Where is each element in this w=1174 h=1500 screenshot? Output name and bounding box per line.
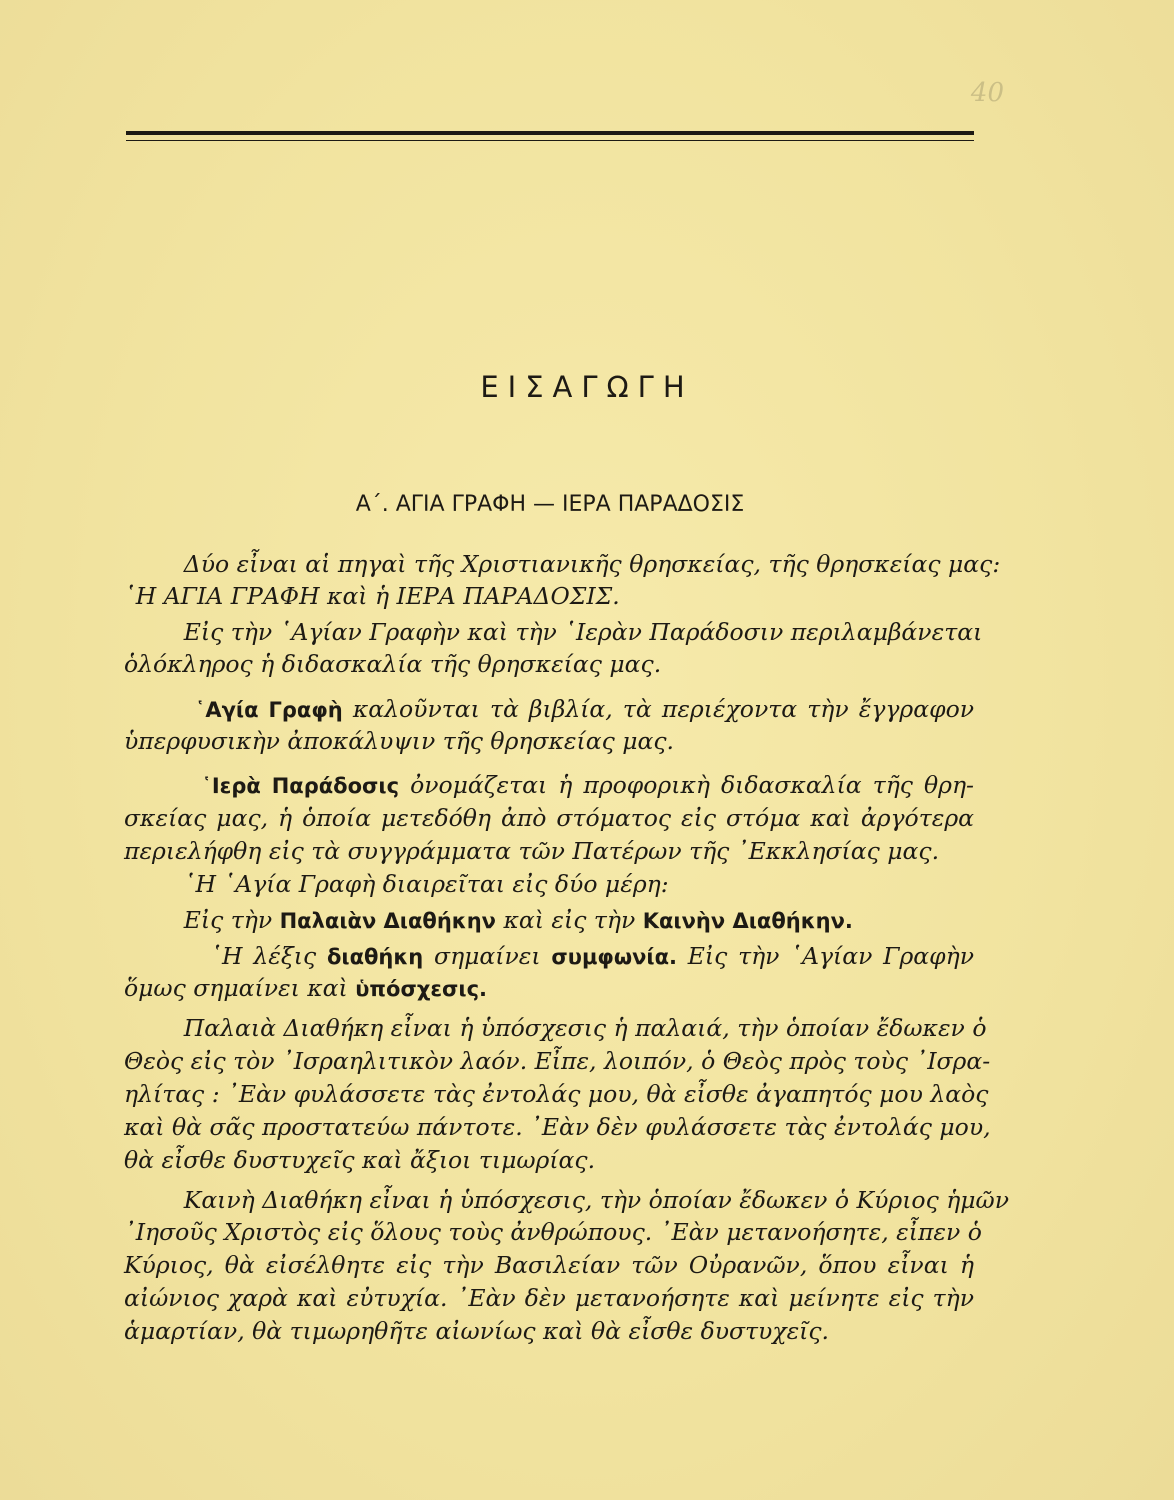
bold-term: ῾Ιερὰ Παράδοσις bbox=[201, 774, 400, 798]
text-run: Κύριος, θὰ εἰσέλθητε εἰς τὴν Βασιλείαν τῶν Οὐρανῶν, ὅπου εἶναι ἡ bbox=[124, 1251, 974, 1279]
bold-term: ὑπόσχεσις. bbox=[355, 977, 488, 1001]
chapter-title: ΕΙΣΑΓΩΓΗ bbox=[480, 370, 694, 404]
text-line bbox=[124, 648, 974, 680]
text-run: περιελήφθη εἰς τὰ συγγράμματα τῶν Πατέρων τῆς ᾿Εκκλησίας μας. bbox=[124, 837, 940, 865]
text-run: ὁλόκληρος ἡ διδασκαλία τῆς θρησκείας μας. bbox=[124, 650, 662, 678]
text-run: Καινὴ Διαθήκη εἶναι ἡ ὑπόσχεσις, τὴν ὁποίαν ἔδωκεν ὁ Κύριος ἡμῶν bbox=[124, 1186, 1010, 1214]
section-title: Α΄. ΑΓΙΑ ΓΡΑΦΗ — ΙΕΡΑ ΠΑΡΑΔΟΣΙΣ bbox=[355, 492, 745, 517]
bold-term: Παλαιὰν Διαθήκην bbox=[279, 909, 496, 933]
text-run: Εἰς τὴν ῾Αγίαν Γραφὴν bbox=[676, 942, 974, 970]
text-line bbox=[124, 940, 974, 972]
text-run: ῾Η ΑΓΙΑ ΓΡΑΦΗ καὶ ἡ ΙΕΡΑ ΠΑΡΑΔΟΣΙΣ. bbox=[124, 582, 620, 610]
text-line bbox=[124, 725, 974, 757]
text-line bbox=[124, 616, 983, 648]
text-run: ῾Η ῾Αγία Γραφὴ διαιρεῖται εἰς δύο μέρη: bbox=[124, 870, 669, 898]
text-line bbox=[124, 1216, 982, 1248]
text-line bbox=[124, 1078, 989, 1110]
text-line bbox=[124, 769, 974, 801]
text-run: καλοῦνται τὰ βιβλία, τὰ περιέχοντα τὴν ἔγγραφον bbox=[342, 695, 974, 723]
text-line bbox=[124, 868, 974, 900]
text-line bbox=[124, 693, 974, 725]
text-run: καὶ εἰς τὴν bbox=[495, 906, 643, 934]
text-run: ἁμαρτίαν, θὰ τιμωρηθῆτε αἰωνίως καὶ θὰ εἶσθε δυστυχεῖς. bbox=[124, 1317, 830, 1345]
text-run: Θεὸς εἰς τὸν ᾿Ισραηλιτικὸν λαόν. Εἶπε, λοιπόν, ὁ Θεὸς πρὸς τοὺς ᾿Ισρα- bbox=[124, 1047, 991, 1075]
text-run: σημαίνει bbox=[423, 942, 552, 970]
text-run: αἰώνιος χαρὰ καὶ εὐτυχία. ᾿Εὰν δὲν μετανοήσητε καὶ μείνητε εἰς τὴν bbox=[124, 1284, 974, 1312]
text-run: ηλίτας : ᾿Εὰν φυλάσσετε τὰς ἐντολάς μου, θὰ εἶσθε ἀγαπητός μου λαὸς bbox=[124, 1080, 989, 1108]
header-rule-thick bbox=[126, 131, 974, 135]
text-run bbox=[124, 695, 195, 723]
bold-term: διαθήκη bbox=[326, 945, 424, 969]
text-line bbox=[124, 1249, 974, 1281]
text-run: θὰ εἶσθε δυστυχεῖς καὶ ἄξιοι τιμωρίας. bbox=[124, 1146, 596, 1174]
text-run: Εἰς τὴν ῾Αγίαν Γραφὴν καὶ τὴν ῾Ιερὰν Παράδοσιν περιλαμβάνεται bbox=[124, 618, 983, 646]
text-line bbox=[124, 580, 974, 612]
text-run: ὑπερφυσικὴν ἀποκάλυψιν τῆς θρησκείας μας. bbox=[124, 727, 675, 755]
header-rule-thin bbox=[126, 140, 974, 141]
page-number: 40 bbox=[970, 78, 1004, 108]
text-line bbox=[124, 972, 974, 1004]
text-run: ὅμως σημαίνει καὶ bbox=[124, 974, 356, 1002]
text-line bbox=[124, 1111, 991, 1143]
text-line bbox=[124, 1315, 974, 1347]
text-run: σκείας μας, ἡ ὁποία μετεδόθη ἀπὸ στόματος εἰς στόμα καὶ ἀργότερα bbox=[124, 804, 974, 832]
text-line bbox=[124, 1184, 1010, 1216]
text-run: Παλαιὰ Διαθήκη εἶναι ἡ ὑπόσχεσις ἡ παλαιά, τὴν ὁποίαν ἔδωκεν ὁ bbox=[124, 1014, 987, 1042]
text-line bbox=[124, 1012, 987, 1044]
text-run: ὀνομάζεται ἡ προφορικὴ διδασκαλία τῆς θρη- bbox=[399, 771, 974, 799]
bold-term: Καινὴν Διαθήκην. bbox=[642, 909, 853, 933]
text-run: Εἰς τὴν bbox=[124, 906, 280, 934]
text-line bbox=[124, 548, 1001, 580]
text-line bbox=[124, 1282, 974, 1314]
text-run bbox=[124, 771, 201, 799]
text-line bbox=[124, 1045, 991, 1077]
text-run: ᾿Ιησοῦς Χριστὸς εἰς ὅλους τοὺς ἀνθρώπους. ᾿Εὰν μετανοήσητε, εἶπεν ὁ bbox=[124, 1218, 982, 1246]
text-line bbox=[124, 1144, 974, 1176]
text-run: καὶ θὰ σᾶς προστατεύω πάντοτε. ᾿Εὰν δὲν φυλάσσετε τὰς ἐντολάς μου, bbox=[124, 1113, 991, 1141]
text-run: Δύο εἶναι αἱ πηγαὶ τῆς Χριστιανικῆς θρησκείας, τῆς θρησκείας μας: bbox=[124, 550, 1001, 578]
text-run: ῾Η λέξις bbox=[124, 942, 327, 970]
bold-term: συμφωνία. bbox=[551, 945, 677, 969]
text-line bbox=[124, 904, 974, 936]
text-line bbox=[124, 835, 974, 867]
text-line bbox=[124, 802, 974, 834]
bold-term: ῾Αγία Γραφὴ bbox=[194, 698, 343, 722]
